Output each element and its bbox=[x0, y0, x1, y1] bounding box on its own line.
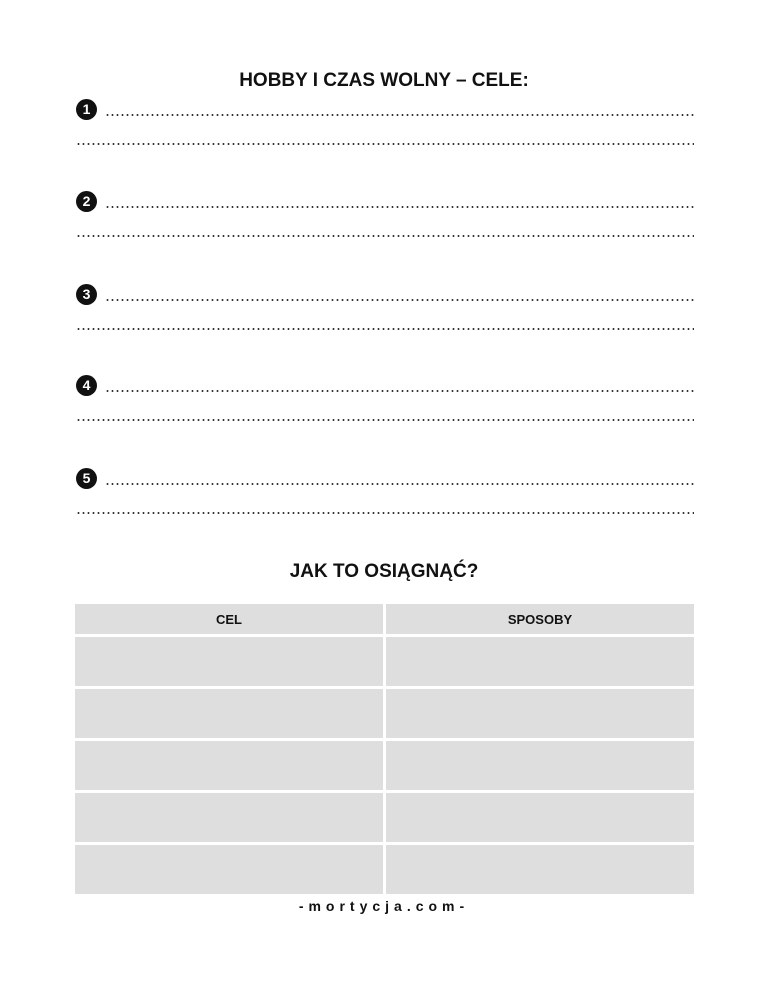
dotted-input-line[interactable] bbox=[105, 299, 694, 301]
table-cell-goal[interactable] bbox=[75, 741, 383, 790]
table-cell-goal[interactable] bbox=[75, 637, 383, 686]
goal-entry-5 bbox=[76, 466, 694, 514]
goals-title: HOBBY I CZAS WOLNY – CELE: bbox=[239, 70, 529, 91]
dotted-input-line[interactable] bbox=[76, 235, 694, 237]
goals-methods-table bbox=[75, 604, 694, 894]
table-cell-methods[interactable] bbox=[386, 637, 694, 686]
dotted-input-line[interactable] bbox=[105, 114, 694, 116]
how-to-achieve-title: JAK TO OSIĄGNĄĆ? bbox=[289, 561, 479, 582]
table-cell-goal[interactable] bbox=[75, 845, 383, 894]
dotted-input-line[interactable] bbox=[105, 390, 694, 392]
number-badge-icon: 3 bbox=[76, 284, 97, 305]
dotted-input-line[interactable] bbox=[76, 512, 694, 514]
goal-entry-4 bbox=[76, 373, 694, 421]
table-cell-methods[interactable] bbox=[386, 793, 694, 842]
goal-entry-1 bbox=[76, 97, 694, 145]
dotted-input-line[interactable] bbox=[76, 143, 694, 145]
number-badge-icon: 5 bbox=[76, 468, 97, 489]
dotted-input-line[interactable] bbox=[105, 206, 694, 208]
goal-entry-2 bbox=[76, 189, 694, 237]
dotted-input-line[interactable] bbox=[76, 419, 694, 421]
dotted-input-line[interactable] bbox=[105, 483, 694, 485]
table-cell-goal[interactable] bbox=[75, 689, 383, 738]
footer-site-name: -mortycja.com- bbox=[298, 898, 470, 914]
table-cell-goal[interactable] bbox=[75, 793, 383, 842]
goal-entry-3 bbox=[76, 282, 694, 330]
number-badge-icon: 4 bbox=[76, 375, 97, 396]
number-badge-icon: 1 bbox=[76, 99, 97, 120]
table-header-methods: SPOSOBY bbox=[386, 604, 694, 634]
table-cell-methods[interactable] bbox=[386, 689, 694, 738]
dotted-input-line[interactable] bbox=[76, 328, 694, 330]
table-cell-methods[interactable] bbox=[386, 741, 694, 790]
table-header-goal: CEL bbox=[75, 604, 383, 634]
number-badge-icon: 2 bbox=[76, 191, 97, 212]
table-cell-methods[interactable] bbox=[386, 845, 694, 894]
